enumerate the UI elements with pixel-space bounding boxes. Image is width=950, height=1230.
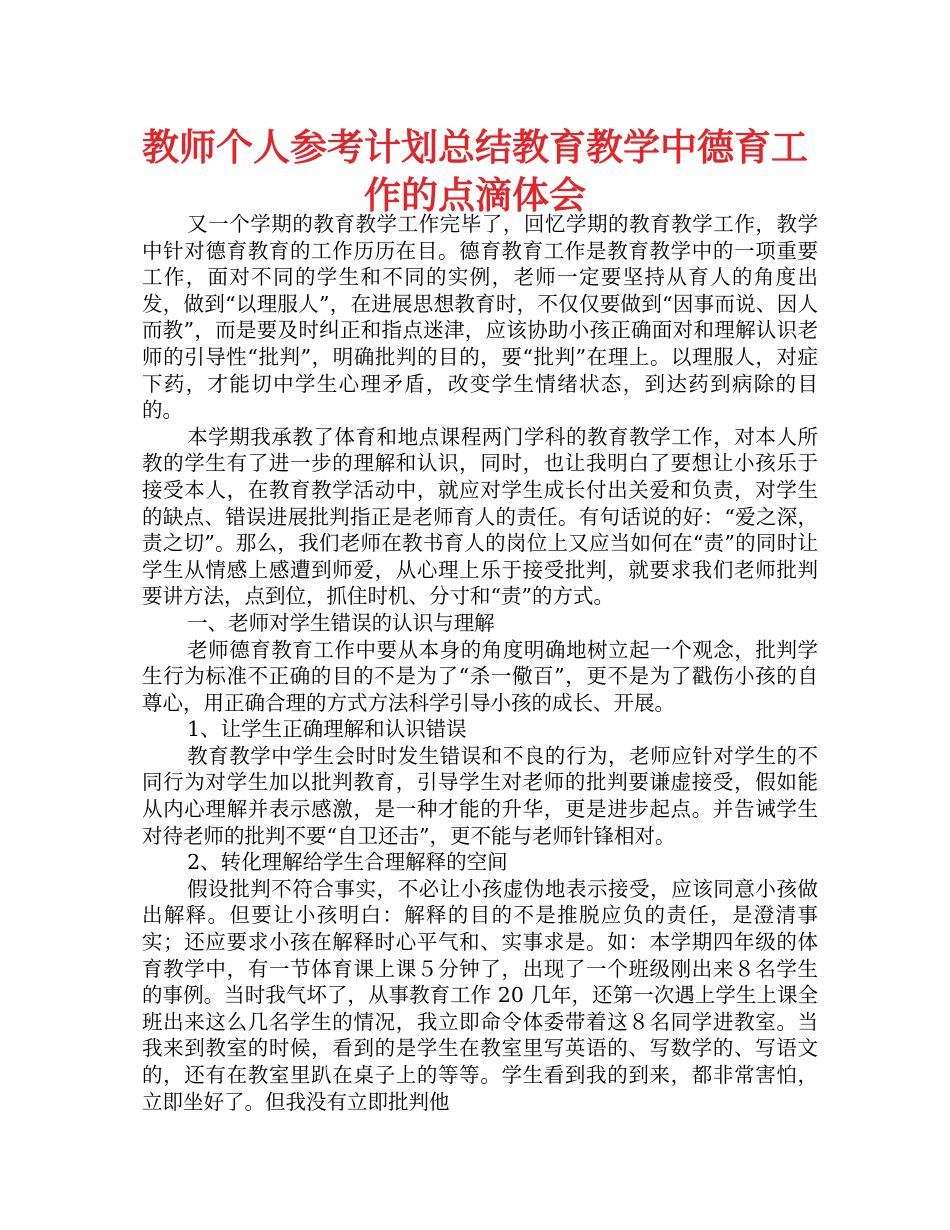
paragraph-subsection-2: 假设批判不符合事实，不必让小孩虚伪地表示接受，应该同意小孩做出解释。但要让小孩明白：解释的目的不是推脱应负的责任，是澄清事实；还应要求小孩在解释时心平气和、实事求是。如：本学期四年级的体育教学中，有一节体育课上课５分钟了，出现了一个班级刚出来８名学生的事例。当时我气坏了，从事教育工作 20 几年，还第一次遇上学生上课全班出来这么几名学生的情况，我立即命令体委带着这８名同学进教室。当我来到教室的时候，看到的是学生在教室里写英语的、写数学的、写语文的，还有在教室里趴在桌子上的等等。学生看到我的到来，都非常害怕，立即坐好了。但我没有立即批判他 (142, 876, 818, 1114)
document-title: 教师个人参考计划总结教育教学中德育工作的点滴体会 (142, 126, 808, 217)
subheading-1: 1、让学生正确理解和认识错误 (187, 717, 467, 742)
subheading-2: 2、转化理解给学生合理解释的空间 (187, 850, 508, 875)
paragraph-intro: 又一个学期的教育教学工作完毕了，回忆学期的教育教学工作，教学中针对德育教育的工作历历在目。德育教育工作是教育教学中的一项重要工作，面对不同的学生和不同的实例，老师一定要坚持从育人的角度出发，做到“以理服人”，在进展思想教育时，不仅仅要做到“因事而说、因人而教”，而是要及时纠正和指点迷津，应该协助小孩正确面对和理解认识老师的引导性“批判”，明确批判的目的，要“批判”在理上。以理服人，对症下药，才能切中学生心理矛盾，改变学生情绪状态，到达药到病除的目的。 (142, 212, 818, 423)
document-body (142, 211, 818, 1115)
paragraph-semester: 本学期我承教了体育和地点课程两门学科的教育教学工作，对本人所教的学生有了进一步的理解和认识，同时，也让我明白了要想让小孩乐于接受本人，在教育教学活动中，就应对学生成长付出关爱和负责，对学生的缺点、错误进展批判指正是老师育人的责任。有句话说的好：“爱之深，责之切”。那么，我们老师在教书育人的岗位上又应当如何在“责”的同时让学生从情感上感遭到师爱，从心理上乐于接受批判，就要求我们老师批判要讲方法，点到位，抓住时机、分寸和“责”的方式。 (142, 424, 818, 609)
section-heading-1: 一、老师对学生错误的认识与理解 (187, 610, 495, 635)
paragraph-subsection-1: 教育教学中学生会时时发生错误和不良的行为，老师应针对学生的不同行为对学生加以批判教育，引导学生对老师的批判要谦虚接受，假如能从内心理解并表示感激，是一种才能的升华，更是进步起点。并告诫学生对待老师的批判不要“自卫还击”，更不能与老师针锋相对。 (142, 743, 818, 848)
paragraph-section-1: 老师德育教育工作中要从本身的角度明确地树立起一个观念，批判学生行为标准不正确的目的不是为了“杀一儆百”，更不是为了戳伤小孩的自尊心，用正确合理的方式方法科学引导小孩的成长、开展。 (142, 637, 818, 715)
